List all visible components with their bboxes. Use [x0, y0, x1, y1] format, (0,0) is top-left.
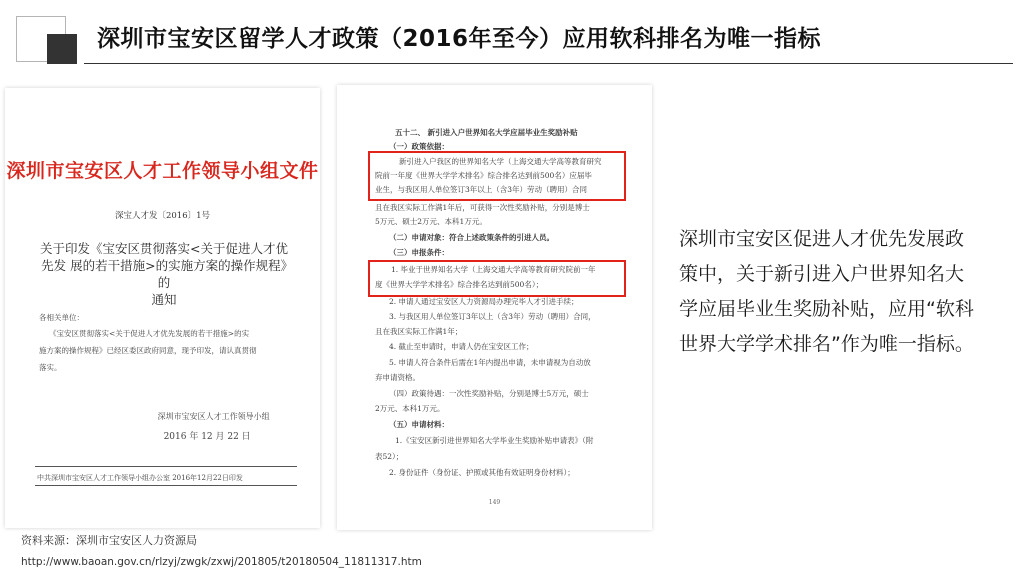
source-label: 资料来源：深圳市宝安区人力资源局	[21, 534, 197, 547]
doc-line: （四）政策待遇：一次性奖励补贴，分别是博士5万元，硕士	[389, 389, 589, 398]
doc-line: 2万元、本科1万元。	[375, 404, 445, 413]
section-heading: 五十二、 新引进入户世界知名大学应届毕业生奖励补贴	[395, 128, 578, 137]
doc-line: （一）政策依据：	[389, 142, 449, 151]
doc-line: 新引进入户我区的世界知名大学（上海交通大学高等教育研究	[399, 157, 602, 166]
doc-line: （二）申请对象：符合上述政策条件的引进人员。	[389, 233, 554, 242]
document-scan-right	[337, 85, 652, 530]
document-sign-date: 2016 年 12 月 22 日	[163, 432, 251, 442]
highlight-box-policy-basis	[368, 151, 626, 201]
doc-line: 5. 申请人符合条件后需在1年内提出申请，未申请视为自动放	[389, 358, 591, 367]
description-text: 深圳市宝安区促进人才优先发展政策中，关于新引进入户世界知名大学应届毕业生奖励补贴，应用“软科世界大学学术排名”作为唯一指标。	[679, 228, 974, 355]
document-sign-org: 深圳市宝安区人才工作领导小组	[157, 412, 270, 421]
doc-line: 1. 毕业于世界知名大学（上海交通大学高等教育研究院前一年	[391, 265, 596, 274]
document-body-line: 《宝安区贯彻落实<关于促进人才优先发展的若干措施>的实	[49, 329, 250, 338]
document-body-line: 落实。	[39, 363, 62, 372]
header-divider	[84, 63, 1013, 64]
doc-line: 5万元、硕士2万元、本科1万元。	[375, 217, 487, 226]
highlight-box-criteria	[368, 260, 626, 297]
document-footer: 中共深圳市宝安区人才工作领导小组办公室 2016年12月22日印发	[37, 474, 243, 482]
doc-line: 且在我区实际工作满1年后，可获得一次性奖励补贴，分别是博士	[375, 203, 590, 212]
subject-line: 关于印发《宝安区贯彻落实<关于促进人才优先发	[40, 241, 288, 273]
document-salutation: 各相关单位：	[39, 313, 84, 322]
doc-line: 4. 截止至申请时，申请人仍在宝安区工作；	[389, 342, 534, 351]
document-footer-rule	[35, 466, 297, 467]
doc-line: 表52）；	[375, 452, 404, 461]
document-number: 深宝人才发〔2016〕1号	[114, 211, 211, 221]
document-subject	[39, 240, 289, 308]
document-scan-left	[5, 88, 320, 528]
source-url[interactable]: http://www.baoan.gov.cn/rlzyj/zwgk/zxwj/201805/t20180504_11811317.htm	[21, 556, 422, 568]
document-body-line: 施方案的操作规程》已经区委区政府同意，现予印发，请认真贯彻	[39, 346, 257, 355]
doc-line: 1.《宝安区新引进世界知名大学毕业生奖励补贴申请表》（附	[395, 436, 594, 445]
doc-line: 且在我区实际工作满1年；	[375, 327, 463, 336]
document-heading: 深圳市宝安区人才工作领导小组文件	[6, 160, 319, 182]
document-footer-rule	[35, 485, 297, 486]
doc-line: 弃申请资格。	[375, 373, 420, 382]
doc-line: 业生，与我区用人单位签订3年以上（含3年）劳动（聘用）合同	[375, 185, 588, 194]
page-number: 149	[488, 499, 501, 506]
doc-line: （五）申请材料：	[389, 420, 449, 429]
doc-line: 院前一年度《世界大学学术排名》综合排名达到前500名）应届毕	[375, 171, 592, 180]
doc-line: 3. 与我区用人单位签订3年以上（含3年）劳动（聘用）合同，	[389, 312, 596, 321]
doc-line: 2. 身份证件（身份证、护照或其他有效证明身份材料）；	[389, 468, 575, 477]
doc-line: （三）申报条件：	[389, 248, 449, 257]
doc-line: 2. 申请人通过宝安区人力资源局办理完毕人才引进手续；	[389, 297, 579, 306]
subject-line: 展的若干措施>的实施方案的操作规程》的	[70, 258, 287, 290]
subject-line: 通知	[151, 292, 177, 307]
doc-line: 度《世界大学学术排名》综合排名达到前500名）；	[375, 280, 544, 289]
header-decor-square	[47, 34, 77, 64]
page-title: 深圳市宝安区留学人才政策（2016年至今）应用软科排名为唯一指标	[97, 26, 822, 52]
